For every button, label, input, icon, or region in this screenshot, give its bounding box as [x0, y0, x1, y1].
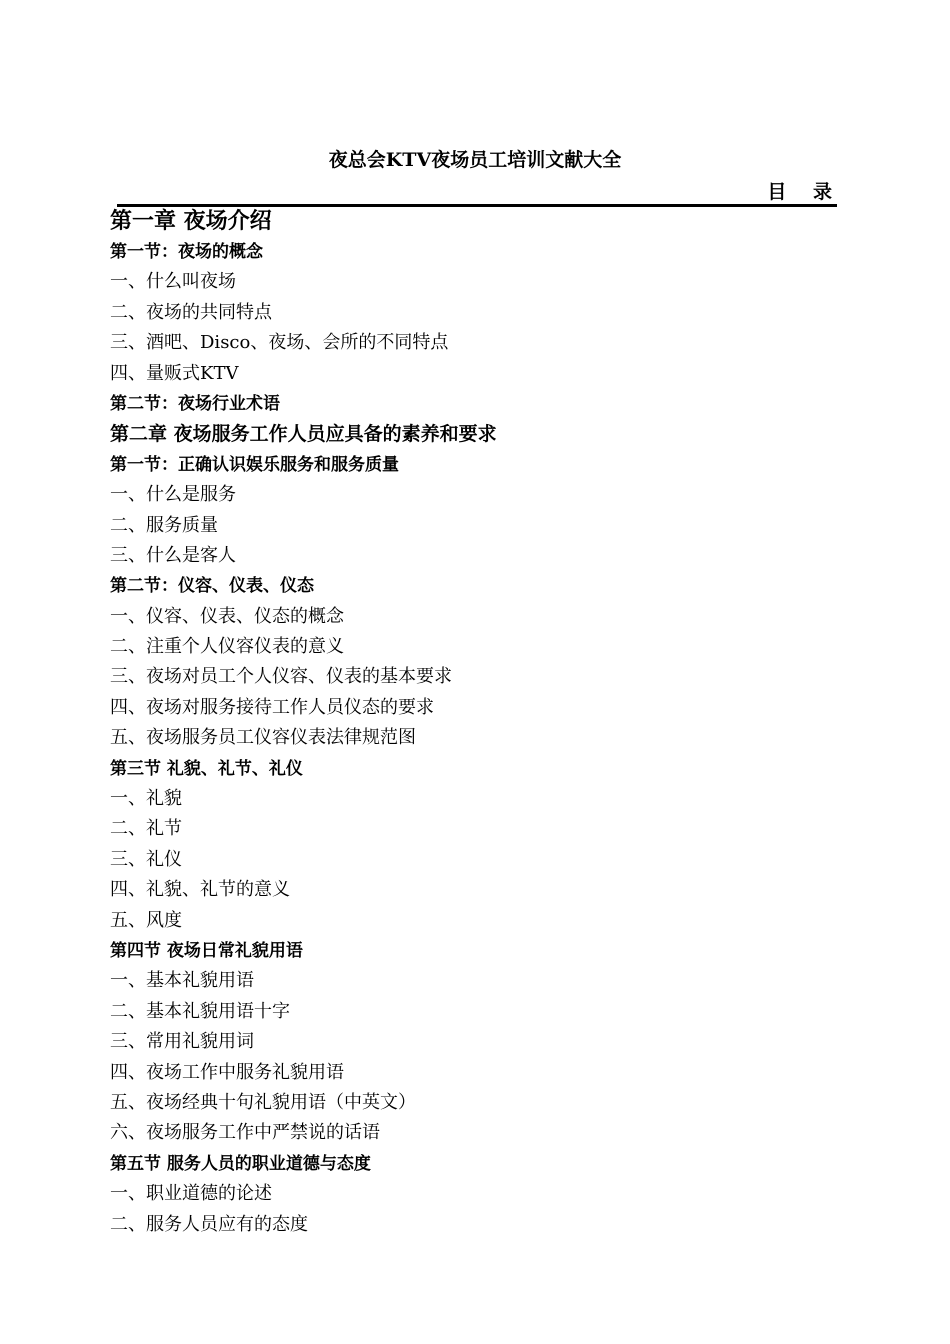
toc-item: 五、夜场服务员工仪容仪表法律规范图 — [110, 727, 416, 749]
toc-chapter: 第一章 夜场介绍 — [110, 209, 272, 234]
toc-item: 一、礼貌 — [110, 788, 182, 810]
toc-item: 一、仪容、仪表、仪态的概念 — [110, 605, 344, 627]
table-of-contents — [110, 206, 850, 1240]
toc-item: 一、职业道德的论述 — [110, 1183, 272, 1205]
toc-item: 四、夜场工作中服务礼貌用语 — [110, 1061, 344, 1083]
toc-item: 一、什么是服务 — [110, 484, 236, 506]
toc-item: 二、夜场的共同特点 — [110, 301, 272, 323]
toc-item: 四、量贩式KTV — [110, 362, 239, 384]
toc-item: 五、风度 — [110, 909, 182, 931]
toc-item: 四、礼貌、礼节的意义 — [110, 879, 290, 901]
toc-section: 第二节：夜场行业术语 — [110, 393, 280, 414]
toc-item: 三、礼仪 — [110, 848, 182, 870]
toc-section: 第一节：正确认识娱乐服务和服务质量 — [110, 454, 399, 475]
toc-item: 三、酒吧、Disco、夜场、会所的不同特点 — [110, 332, 449, 354]
toc-section: 第三节 礼貌、礼节、礼仪 — [110, 758, 303, 779]
toc-section: 第四节 夜场日常礼貌用语 — [110, 940, 303, 961]
toc-item: 三、夜场对员工个人仪容、仪表的基本要求 — [110, 666, 452, 688]
toc-item: 二、服务质量 — [110, 514, 218, 536]
toc-item: 六、夜场服务工作中严禁说的话语 — [110, 1122, 380, 1144]
toc-item: 一、基本礼貌用语 — [110, 970, 254, 992]
toc-section: 第一节：夜场的概念 — [110, 242, 263, 262]
toc-item: 二、服务人员应有的态度 — [110, 1213, 308, 1235]
toc-item: 二、注重个人仪容仪表的意义 — [110, 636, 344, 658]
toc-section: 第五节 服务人员的职业道德与态度 — [110, 1153, 371, 1174]
toc-item: 二、礼节 — [110, 818, 182, 840]
toc-item: 三、什么是客人 — [110, 544, 236, 566]
toc-item: 四、夜场对服务接待工作人员仪态的要求 — [110, 696, 434, 718]
toc-item: 三、常用礼貌用词 — [110, 1031, 254, 1053]
toc-heading: 目 录 — [767, 181, 842, 203]
toc-item: 五、夜场经典十句礼貌用语（中英文） — [110, 1091, 416, 1113]
toc-item: 二、基本礼貌用语十字 — [110, 1000, 290, 1022]
document-title: 夜总会KTV夜场员工培训文献大全 — [328, 149, 622, 171]
toc-chapter: 第二章 夜场服务工作人员应具备的素养和要求 — [110, 423, 497, 446]
toc-item: 一、什么叫夜场 — [110, 271, 236, 293]
toc-section: 第二节：仪容、仪表、仪态 — [110, 576, 314, 597]
